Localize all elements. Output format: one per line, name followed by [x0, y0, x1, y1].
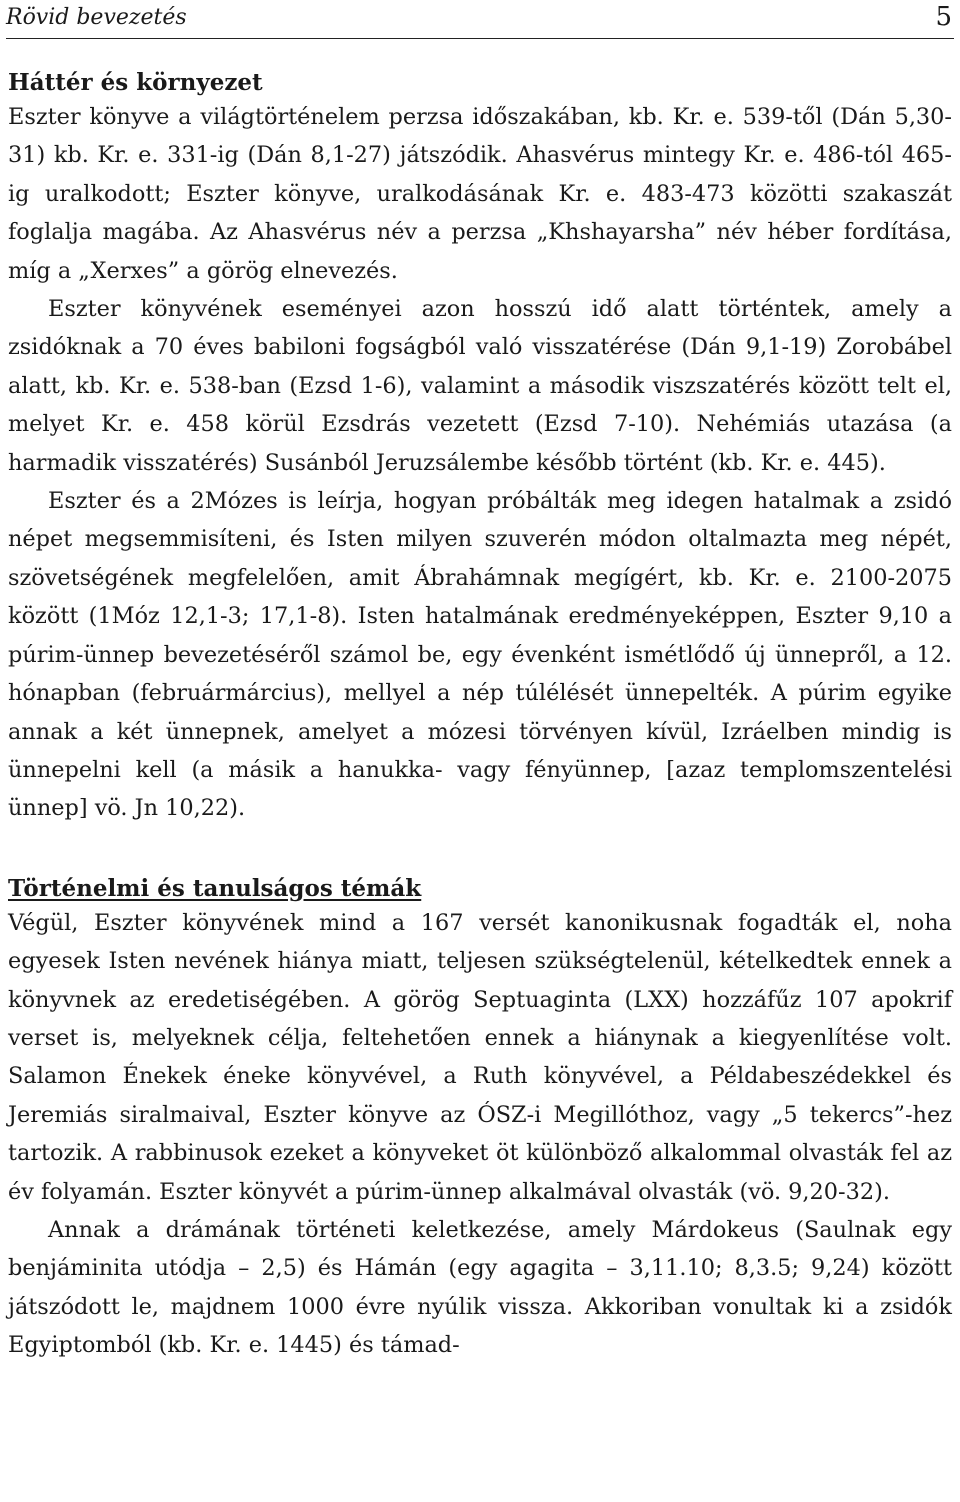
paragraph: Eszter könyvének eseményei azon hosszú idő alatt történtek, amely a zsidóknak a 70 éves babiloni fogságból való visszatérése (Dán 9,1-19) Zorobábel alatt, kb. Kr. e. 538-ban (Ezsd 1-6), valamint a második viszszatérés között telt el, melyet Kr. e. 458 körül Ezsdrás vezetett (Ezsd 7-10). Nehémiás utazása (a harmadik visszatérés) Susánból Jeruzsálembe később történt (kb. Kr. e. 445). — [8, 296, 952, 476]
page-header — [6, 0, 954, 39]
page-number: 5 — [935, 2, 952, 32]
page-body — [8, 68, 952, 1365]
section-background — [8, 68, 952, 828]
section-title-background: Háttér és környezet — [8, 69, 263, 96]
paragraph: Eszter könyve a világtörténelem perzsa időszakában, kb. Kr. e. 539-től (Dán 5,30-31) kb. Kr. e. 331-ig (Dán 8,1-27) játszódik. Ahasvérus mintegy Kr. e. 486-tól 465-ig uralkodott; Eszter könyve, uralkodásának Kr. e. 483-473 közötti szakaszát foglalja magába. Az Ahasvérus név a perzsa „Khshayarsha” név héber fordítása, míg a „Xerxes” a görög elnevezés. — [8, 104, 952, 284]
running-head: Rövid bevezetés — [6, 5, 187, 30]
section-title-historical-themes: Történelmi és tanulságos témák — [8, 874, 422, 902]
paragraph: Végül, Eszter könyvének mind a 167 versét kanonikusnak fogadták el, noha egyesek Isten nevének hiánya miatt, teljesen szükségtelenül, kételkedtek ennek a könyvnek az eredetiségében. A görög Septuaginta (LXX) hozzáfűz 107 apokrif verset is, melyeknek célja, feltehetően ennek a hiánynak a kiegyenlítése volt. Salamon Énekek éneke könyvével, a Ruth könyvével, a Példabeszédekkel és Jeremiás siralmaival, Eszter könyve az ÓSZ-i Megillóthoz, vagy „5 tekercs”-hez tartozik. A rabbinusok ezeket a könyveket öt különböző alkalommal olvasták fel az év folyamán. Eszter könyvét a púrim-ünnep alkalmával olvasták (vö. 9,20-32). — [8, 909, 952, 1205]
section-spacer — [8, 828, 952, 874]
paragraph: Annak a drámának történeti keletkezése, amely Márdokeus (Saulnak egy benjáminita utódja – 2,5) és Hámán (egy agagita – 3,11.10; 8,3.5; 9,24) között játszódott le, majdnem 1000 évre nyúlik vissza. Akkoriban vonultak ki a zsidók Egyiptomból (kb. Kr. e. 1445) és támad- — [8, 1216, 952, 1359]
section-historical-themes — [8, 874, 952, 1365]
paragraph: Eszter és a 2Mózes is leírja, hogyan próbálták meg idegen hatalmak a zsidó népet megsemmisíteni, és Isten milyen szuverén módon oltalmazta meg népét, szövetségének megfelelően, amit Ábrahámnak megígért, kb. Kr. e. 2100-2075 között (1Móz 12,1-3; 17,1-8). Isten hatalmának eredményeképpen, Eszter 9,10 a púrim-ünnep bevezetéséről számol be, egy évenként ismétlődő új ünnepről, a 12. hónapban (februármárcius), mellyel a nép túlélését ünnepelték. A púrim egyike annak a két ünnepnek, amelyet a mózesi törvényen kívül, Izráelben mindig is ünnepelni kell (a másik a hanukka- vagy fényünnep, [azaz templomszentelési ünnep] vö. Jn 10,22). — [8, 488, 952, 822]
